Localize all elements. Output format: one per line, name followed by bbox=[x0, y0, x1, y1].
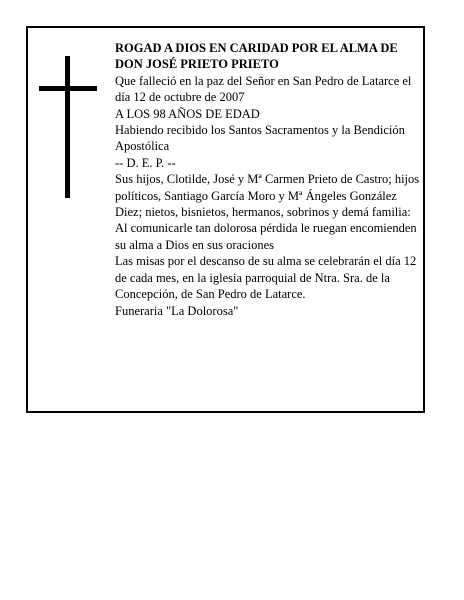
age-statement: A LOS 98 AÑOS DE EDAD bbox=[115, 106, 260, 121]
sacraments-statement: Habiendo recibido los Santos Sacramentos y la Bendición Apostólica bbox=[115, 123, 405, 154]
deceased-name: DON JOSÉ PRIETO PRIETO bbox=[115, 57, 279, 72]
cross-horizontal-bar bbox=[39, 86, 97, 91]
funeral-home: Funeraria "La Dolorosa" bbox=[115, 303, 239, 318]
death-statement: Que falleció en la paz del Señor en San Pedro de Latarce el día 12 de octubre de 2007 bbox=[115, 73, 412, 105]
heading-line-1: ROGAD A DIOS EN CARIDAD POR EL ALMA DE bbox=[115, 41, 398, 55]
obituary-notice bbox=[26, 26, 425, 413]
cross-vertical-bar bbox=[65, 56, 70, 198]
masses-statement: Las misas por el descanso de su alma se celebrarán el día 12 de cada mes, en la iglesia parroquial de Ntra. Sra. de la Concepción, de San Pedro de Latarce. bbox=[115, 254, 417, 302]
notice-text bbox=[115, 40, 421, 319]
cross-icon bbox=[39, 56, 97, 198]
rip-line: -- D. E. P. -- bbox=[115, 155, 176, 170]
family-statement: Sus hijos, Clotilde, José y Mª Carmen Prieto de Castro; hijos políticos, Santiago García Moro y Mª Ángeles González Diez; nietos, bisnietos, hermanos, sobrinos y demá familia: bbox=[115, 172, 420, 220]
prayer-request: Al comunicarle tan dolorosa pérdida le ruegan encomienden su alma a Dios en sus oraciones bbox=[115, 221, 417, 252]
